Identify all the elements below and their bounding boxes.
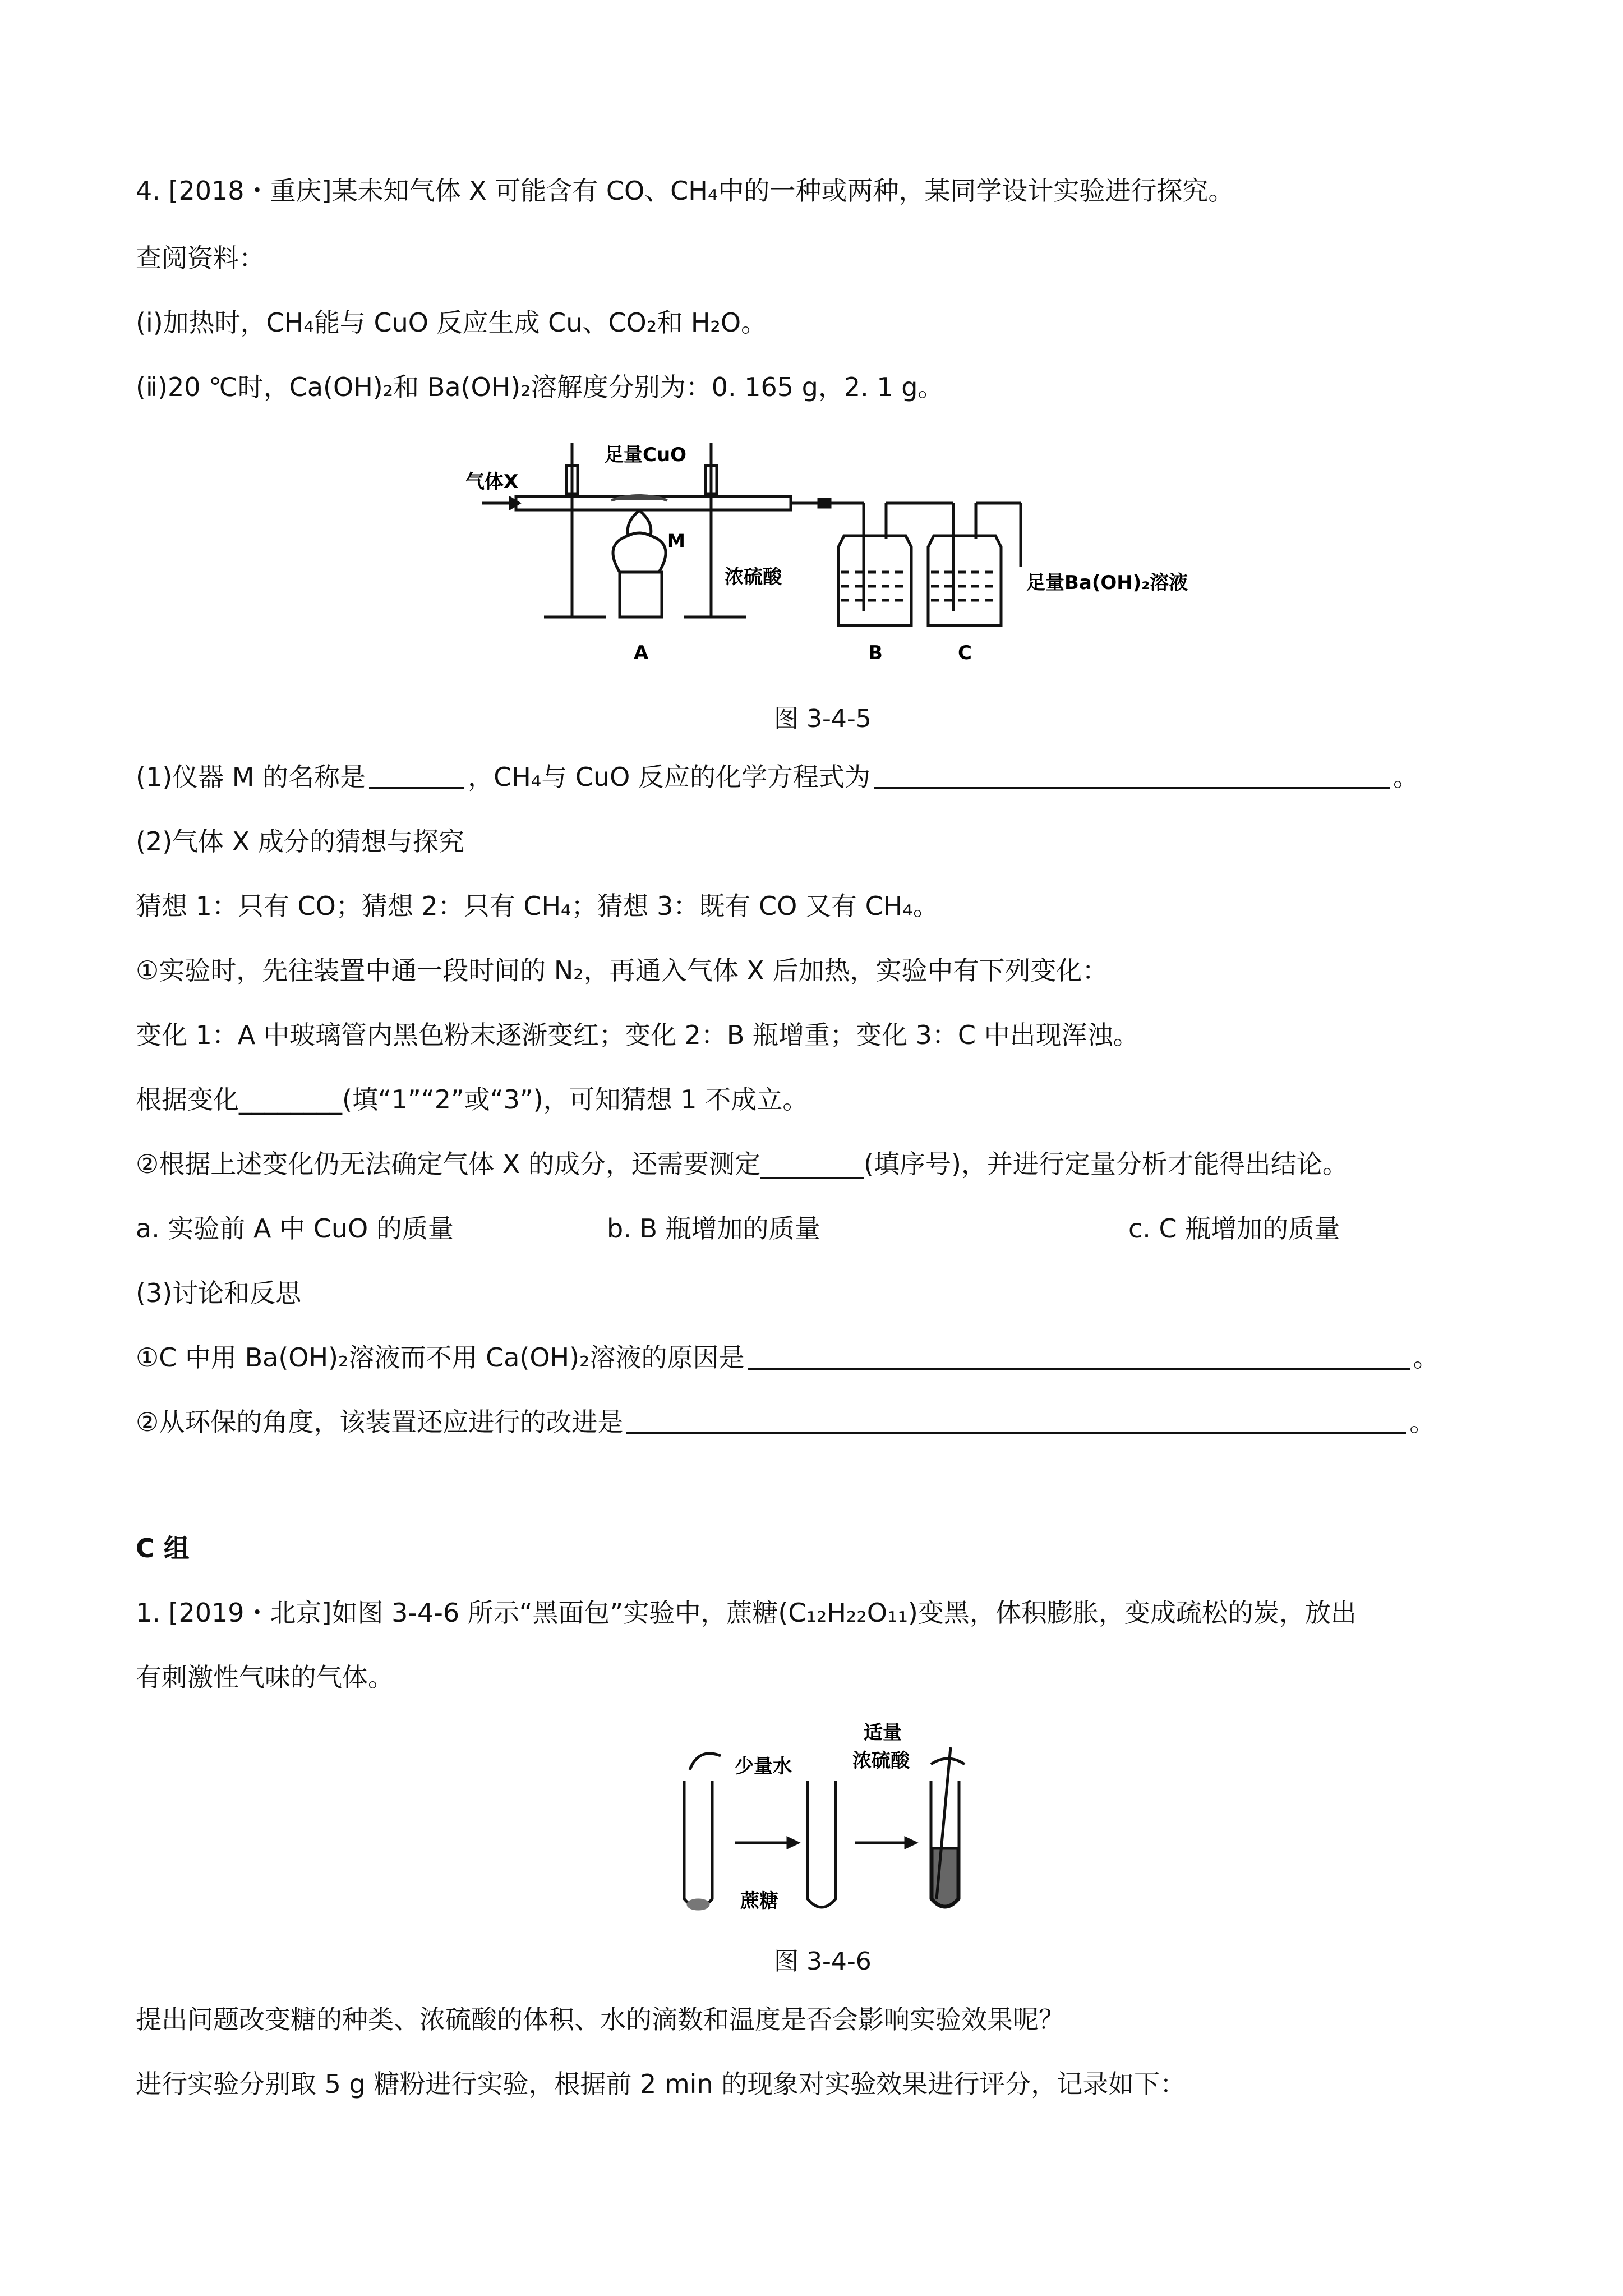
options: [136, 1212, 1340, 1245]
acid-label-2: 浓硫酸: [852, 1750, 910, 1772]
changes: 变化 1：A 中玻璃管内黑色粉末逐渐变红；变化 2：B 瓶增重；变化 3：C 中出现浑浊。: [136, 1020, 1139, 1050]
option-b[interactable]: b. B 瓶增加的质量: [607, 1213, 820, 1244]
according: 根据变化________(填“1”“2”或“3”)，可知猜想 1 不成立。: [136, 1084, 809, 1115]
part-1-text-a: (1)仪器 M 的名称是: [136, 762, 366, 792]
group-c-title: C 组: [136, 1533, 190, 1563]
reference-1: (ⅰ)加热时，CH₄能与 CuO 反应生成 Cu、CO₂和 H₂O。: [136, 307, 767, 338]
part-3-2-text: ②从环保的角度，该装置还应进行的改进是: [136, 1407, 624, 1437]
step-2: ②根据上述变化仍无法确定气体 X 的成分，还需要测定________(填序号)，并进行定量分析才能得出结论。: [136, 1149, 1348, 1179]
h2so4-label: 浓硫酸: [725, 566, 782, 588]
part-3-2: [136, 1405, 1435, 1439]
question-4-stem: 4. [2018・重庆]某未知气体 X 可能含有 CO、CH₄中的一种或两种，某同学设计实验进行探究。: [136, 176, 1234, 206]
m-label: M: [667, 530, 685, 551]
part-1-end: 。: [1393, 762, 1419, 792]
water-label: 少量水: [735, 1755, 792, 1778]
apparatus-figure: [460, 432, 1189, 673]
part-1-line: [136, 760, 1419, 794]
c-question-1-line-1: 1. [2019・北京]如图 3-4-6 所示“黑面包”实验中，蔗糖(C₁₂H₂₂O₁₁)变黑，体积膨胀，变成疏松的炭，放出: [136, 1598, 1357, 1628]
answer-blank-equation[interactable]: [874, 762, 1390, 789]
label-c: C: [958, 642, 972, 664]
option-a[interactable]: a. 实验前 A 中 CuO 的质量: [136, 1213, 454, 1244]
conduct-experiment: 进行实验分别取 5 g 糖粉进行实验，根据前 2 min 的现象对实验效果进行评分，记录如下：: [136, 2069, 1186, 2099]
sugar-label: 蔗糖: [740, 1890, 778, 1912]
answer-blank-reason[interactable]: [748, 1343, 1410, 1370]
answer-blank-improvement[interactable]: [626, 1407, 1406, 1434]
part-3-2-end: 。: [1409, 1407, 1436, 1437]
part-3-title: (3)讨论和反思: [136, 1278, 302, 1308]
baoh2-label: 足量Ba(OH)₂溶液: [1026, 572, 1188, 594]
figure-caption-345: 图 3-4-5: [774, 705, 872, 733]
step-1: ①实验时，先往装置中通一段时间的 N₂，再通入气体 X 后加热，实验中有下列变化：: [136, 955, 1108, 986]
figure-caption-346: 图 3-4-6: [774, 1947, 872, 1976]
reference-title: 查阅资料：: [136, 243, 265, 273]
part-3-1: [136, 1341, 1439, 1374]
black-bread-figure: [667, 1714, 1015, 1927]
guesses: 猜想 1：只有 CO；猜想 2：只有 CH₄；猜想 3：既有 CO 又有 CH₄。: [136, 891, 939, 921]
gas-x-label: 气体X: [465, 471, 519, 493]
acid-label-1: 适量: [864, 1722, 902, 1744]
reference-2: (ⅱ)20 ℃时，Ca(OH)₂和 Ba(OH)₂溶解度分别为：0. 165 g，2. 1 g。: [136, 372, 944, 402]
part-2-title: (2)气体 X 成分的猜想与探究: [136, 826, 464, 857]
part-3-1-end: 。: [1413, 1342, 1439, 1373]
propose-question: 提出问题改变糖的种类、浓硫酸的体积、水的滴数和温度是否会影响实验效果呢？: [136, 2004, 1064, 2035]
part-3-1-text: ①C 中用 Ba(OH)₂溶液而不用 Ca(OH)₂溶液的原因是: [136, 1342, 745, 1373]
answer-blank-m[interactable]: [369, 762, 464, 789]
option-c[interactable]: c. C 瓶增加的质量: [1128, 1213, 1340, 1244]
c-question-1-line-2: 有刺激性气味的气体。: [136, 1662, 394, 1692]
cuo-label: 足量CuO: [605, 444, 687, 466]
part-1-text-b: ，CH₄与 CuO 反应的化学方程式为: [468, 762, 870, 792]
label-b: B: [868, 642, 883, 664]
label-a: A: [634, 642, 649, 664]
